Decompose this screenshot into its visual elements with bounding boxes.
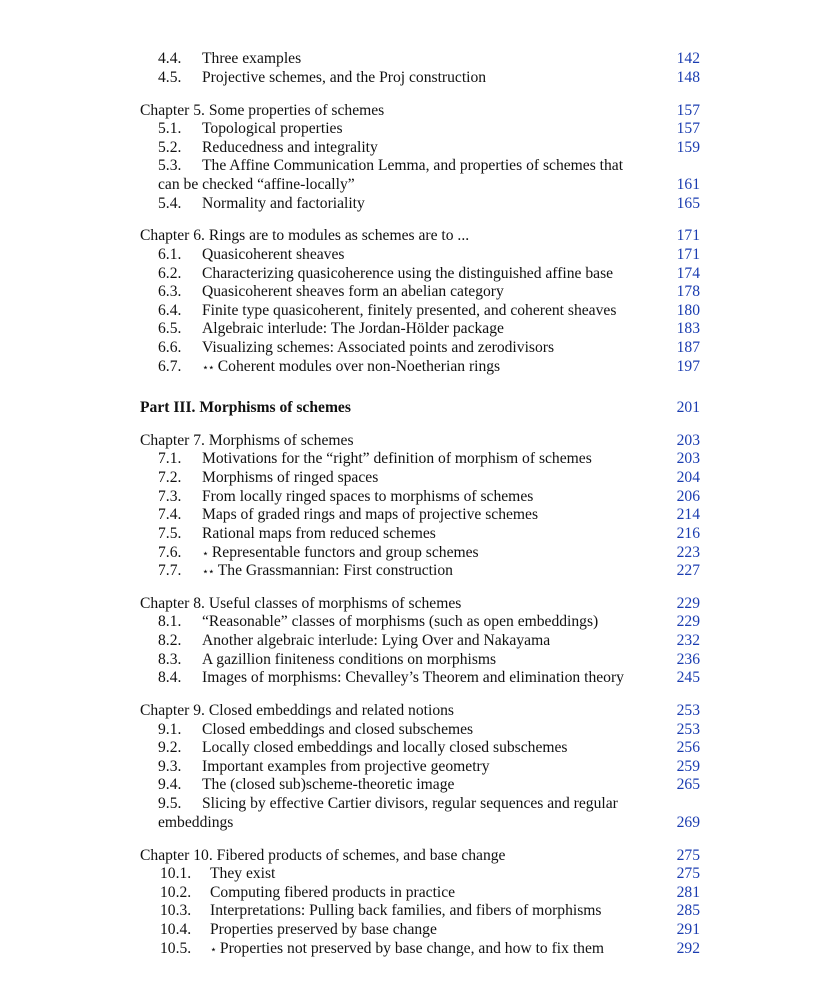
page-number-link[interactable]: 292	[676, 940, 700, 957]
page-number-link[interactable]: 183	[676, 320, 700, 337]
section-number: 5.4.	[158, 195, 182, 212]
star-icon: ⋆	[210, 944, 216, 956]
section-title: From locally ringed spaces to morphisms of schemes	[202, 488, 534, 505]
toc-entry[interactable]	[140, 883, 700, 902]
page-number-link[interactable]: 229	[676, 595, 700, 612]
section-title: Quasicoherent sheaves form an abelian category	[202, 283, 504, 300]
page-number-link[interactable]: 148	[676, 69, 700, 86]
chapter-heading[interactable]	[140, 226, 700, 245]
section-number: 6.5.	[158, 320, 182, 337]
toc-entry[interactable]	[140, 901, 700, 920]
section-title: The Affine Communication Lemma, and properties of schemes that	[202, 157, 624, 174]
page-number-link[interactable]: 159	[676, 139, 700, 156]
toc-entry-continuation[interactable]	[140, 813, 700, 832]
toc-entry[interactable]	[140, 561, 700, 580]
toc-entry[interactable]	[140, 757, 700, 776]
toc-entry[interactable]	[140, 543, 700, 562]
toc-entry[interactable]	[140, 612, 700, 631]
section-title: Morphisms of ringed spaces	[202, 469, 379, 486]
toc-entry[interactable]	[140, 864, 700, 883]
chapter-heading[interactable]	[140, 431, 700, 450]
toc-entry[interactable]	[140, 524, 700, 543]
section-number: 5.1.	[158, 120, 182, 137]
toc-entry[interactable]	[140, 68, 700, 87]
section-number: 10.2.	[160, 884, 192, 901]
section-number: 10.5.	[160, 940, 192, 957]
section-title: Three examples	[202, 50, 302, 67]
chapter-title: Chapter 5. Some properties of schemes	[140, 102, 385, 119]
section-title: Closed embeddings and closed subschemes	[202, 721, 474, 738]
chapter-title: Chapter 7. Morphisms of schemes	[140, 432, 354, 449]
page-number-link[interactable]: 206	[676, 488, 700, 505]
toc-entry[interactable]	[140, 357, 700, 376]
toc-entry[interactable]	[140, 264, 700, 283]
toc-entry[interactable]	[140, 282, 700, 301]
toc-entry[interactable]	[140, 49, 700, 68]
section-number: 10.4.	[160, 921, 192, 938]
section-title: Finite type quasicoherent, finitely presented, and coherent sheaves	[202, 302, 617, 319]
section-title: Interpretations: Pulling back families, and fibers of morphisms	[210, 902, 602, 919]
section-title: Rational maps from reduced schemes	[202, 525, 436, 542]
chapter-heading[interactable]	[140, 846, 700, 865]
part-heading[interactable]	[140, 398, 700, 417]
toc-entry[interactable]	[140, 920, 700, 939]
toc-entry[interactable]	[140, 794, 700, 813]
toc-entry[interactable]	[140, 138, 700, 157]
page-number-link[interactable]: 236	[676, 651, 700, 668]
section-title: A gazillion finiteness conditions on morphisms	[202, 651, 497, 668]
toc-entry[interactable]	[140, 194, 700, 213]
section-title: Maps of graded rings and maps of projective schemes	[202, 506, 539, 523]
section-number: 6.3.	[158, 283, 182, 300]
toc-entry[interactable]	[140, 487, 700, 506]
section-title-wrapper	[202, 357, 500, 378]
page-number-link[interactable]: 203	[676, 432, 700, 449]
section-title-wrapper	[210, 939, 604, 960]
section-number: 8.1.	[158, 613, 182, 630]
page-number-link[interactable]: 203	[676, 450, 700, 467]
toc-entry[interactable]	[140, 119, 700, 138]
page-number-link[interactable]: 227	[676, 562, 700, 579]
section-number: 7.5.	[158, 525, 182, 542]
page-number-link[interactable]: 161	[676, 176, 700, 193]
toc-entry[interactable]	[140, 301, 700, 320]
page-number-link[interactable]: 174	[676, 265, 700, 282]
section-number: 9.3.	[158, 758, 182, 775]
section-title: Locally closed embeddings and locally closed subschemes	[202, 739, 568, 756]
section-title: Normality and factoriality	[202, 195, 365, 212]
section-title: “Reasonable” classes of morphisms (such as open embeddings)	[202, 613, 599, 630]
section-title: Motivations for the “right” definition of morphism of schemes	[202, 450, 592, 467]
page-number-link[interactable]: 204	[676, 469, 700, 486]
section-number: 4.5.	[158, 69, 182, 86]
section-title: Characterizing quasicoherence using the distinguished affine base	[202, 265, 614, 282]
toc-entry[interactable]	[140, 939, 700, 958]
section-number: 4.4.	[158, 50, 182, 67]
section-number: 5.2.	[158, 139, 182, 156]
page-number-link[interactable]: 232	[676, 632, 700, 649]
page-number-link[interactable]: 275	[676, 847, 700, 864]
section-title: The Grassmannian: First construction	[217, 562, 453, 579]
page-number-link[interactable]: 253	[676, 721, 700, 738]
page-number-link[interactable]: 178	[676, 283, 700, 300]
page-number-link[interactable]: 223	[676, 544, 700, 561]
page-number-link[interactable]: 201	[676, 399, 700, 416]
page-number-link[interactable]: 253	[676, 702, 700, 719]
page-number-link[interactable]: 275	[676, 865, 700, 882]
page-number-link[interactable]: 259	[676, 758, 700, 775]
page-number-link[interactable]: 157	[676, 102, 700, 119]
page-number-link[interactable]: 180	[676, 302, 700, 319]
section-title: The (closed sub)scheme-theoretic image	[202, 776, 455, 793]
section-title: Properties preserved by base change	[210, 921, 437, 938]
toc-entry[interactable]	[140, 156, 700, 175]
section-number: 7.3.	[158, 488, 182, 505]
section-title: Important examples from projective geometry	[202, 758, 490, 775]
section-number: 9.5.	[158, 795, 182, 812]
section-number: 5.3.	[158, 157, 182, 174]
section-title: Visualizing schemes: Associated points and zerodivisors	[202, 339, 555, 356]
page-number-link[interactable]: 245	[676, 669, 700, 686]
chapter-heading[interactable]	[140, 101, 700, 120]
toc-entry[interactable]	[140, 738, 700, 757]
section-title: Algebraic interlude: The Jordan-Hölder package	[202, 320, 504, 337]
section-number: 9.2.	[158, 739, 182, 756]
page-number-link[interactable]: 281	[676, 884, 700, 901]
section-title: Representable functors and group schemes	[211, 544, 479, 561]
toc-entry-continuation[interactable]	[140, 175, 700, 194]
page-number-link[interactable]: 171	[676, 246, 700, 263]
toc-entry[interactable]	[140, 631, 700, 650]
page-number-link[interactable]: 291	[676, 921, 700, 938]
page-number-link[interactable]: 216	[676, 525, 700, 542]
section-number: 6.4.	[158, 302, 182, 319]
page-number-link[interactable]: 214	[676, 506, 700, 523]
chapter-heading[interactable]	[140, 701, 700, 720]
section-title: Another algebraic interlude: Lying Over and Nakayama	[202, 632, 551, 649]
section-title: Reducedness and integrality	[202, 139, 378, 156]
section-number: 7.4.	[158, 506, 182, 523]
page-number-link[interactable]: 229	[676, 613, 700, 630]
section-number: 6.1.	[158, 246, 182, 263]
section-title: Coherent modules over non-Noetherian rings	[217, 358, 501, 375]
section-title: Images of morphisms: Chevalley’s Theorem and elimination theory	[202, 669, 624, 686]
section-number: 10.1.	[160, 865, 192, 882]
section-title: Computing fibered products in practice	[210, 884, 456, 901]
section-number: 7.7.	[158, 562, 182, 579]
section-number: 7.6.	[158, 544, 182, 561]
star-icon: ⋆	[202, 548, 208, 560]
chapter-title: Chapter 9. Closed embeddings and related notions	[140, 702, 454, 719]
toc-entry[interactable]	[140, 245, 700, 264]
page-number-link[interactable]: 187	[676, 339, 700, 356]
section-title: They exist	[210, 865, 276, 882]
toc-entry[interactable]	[140, 319, 700, 338]
section-number: 9.1.	[158, 721, 182, 738]
section-number: 10.3.	[160, 902, 192, 919]
section-number: 7.2.	[158, 469, 182, 486]
page-number-link[interactable]: 265	[676, 776, 700, 793]
section-number: 9.4.	[158, 776, 182, 793]
double-star-icon: ⋆⋆	[202, 362, 214, 374]
section-title: Quasicoherent sheaves	[202, 246, 345, 263]
toc-entry[interactable]	[140, 338, 700, 357]
chapter-title: Chapter 8. Useful classes of morphisms of schemes	[140, 595, 462, 612]
section-title: Projective schemes, and the Proj construction	[202, 69, 487, 86]
page-number-link[interactable]: 165	[676, 195, 700, 212]
chapter-title: Chapter 6. Rings are to modules as schemes are to ...	[140, 227, 470, 244]
toc-entry[interactable]	[140, 449, 700, 468]
toc-entry[interactable]	[140, 650, 700, 669]
section-number: 8.3.	[158, 651, 182, 668]
section-number: 6.2.	[158, 265, 182, 282]
page-number-link[interactable]: 171	[676, 227, 700, 244]
toc-entry[interactable]	[140, 505, 700, 524]
page-number-link[interactable]: 256	[676, 739, 700, 756]
section-number: 8.4.	[158, 669, 182, 686]
section-title-continuation: embeddings	[158, 814, 234, 831]
section-title: Slicing by effective Cartier divisors, regular sequences and regular	[202, 795, 618, 812]
page-number-link[interactable]: 157	[676, 120, 700, 137]
section-title-wrapper	[202, 561, 453, 582]
page-number-link[interactable]: 285	[676, 902, 700, 919]
double-star-icon: ⋆⋆	[202, 566, 214, 578]
section-number: 6.7.	[158, 358, 182, 375]
toc-entry[interactable]	[140, 668, 700, 687]
chapter-title: Chapter 10. Fibered products of schemes, and base change	[140, 847, 506, 864]
page-number-link[interactable]: 269	[676, 814, 700, 831]
section-number: 7.1.	[158, 450, 182, 467]
page-number-link[interactable]: 197	[676, 358, 700, 375]
section-number: 8.2.	[158, 632, 182, 649]
toc-entry[interactable]	[140, 775, 700, 794]
toc-entry[interactable]	[140, 720, 700, 739]
chapter-heading[interactable]	[140, 594, 700, 613]
section-number: 6.6.	[158, 339, 182, 356]
section-title-continuation: can be checked “affine-locally”	[158, 176, 355, 193]
toc-entry[interactable]	[140, 468, 700, 487]
page-number-link[interactable]: 142	[676, 50, 700, 67]
part-title: Part III. Morphisms of schemes	[140, 399, 351, 416]
section-title: Topological properties	[202, 120, 343, 137]
section-title: Properties not preserved by base change, and how to fix them	[219, 940, 604, 957]
